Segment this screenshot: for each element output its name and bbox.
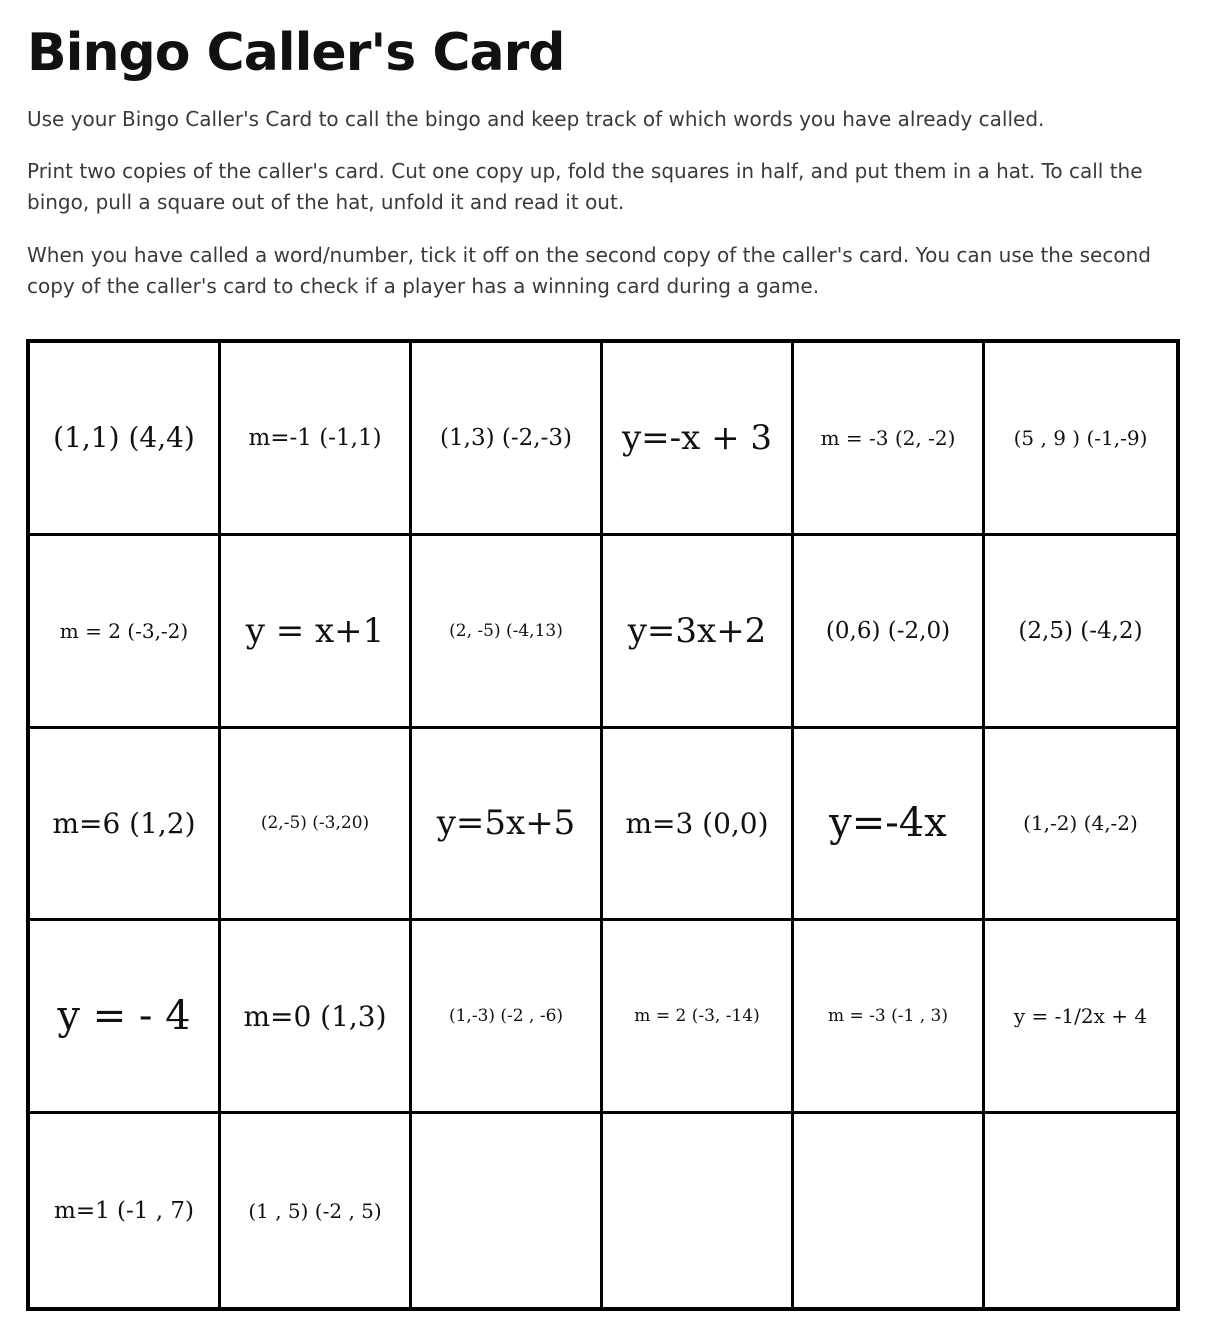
bingo-cell: m = 2 (-3, -14) [603, 921, 794, 1114]
bingo-cell: (1,3) (-2,-3) [412, 343, 603, 536]
bingo-cell: y=-x + 3 [603, 343, 794, 536]
bingo-cell: y = x+1 [221, 536, 412, 729]
bingo-cell-empty [412, 1114, 603, 1307]
bingo-cell: m=3 (0,0) [603, 729, 794, 922]
bingo-cell: m = 2 (-3,-2) [30, 536, 221, 729]
bingo-cell: y=5x+5 [412, 729, 603, 922]
bingo-cell: m=6 (1,2) [30, 729, 221, 922]
bingo-cell: y = - 4 [30, 921, 221, 1114]
bingo-cell-empty [794, 1114, 985, 1307]
bingo-cell: (1,1) (4,4) [30, 343, 221, 536]
callers-card-grid [26, 339, 1180, 1311]
bingo-cell: m = -3 (2, -2) [794, 343, 985, 536]
bingo-cell: m=0 (1,3) [221, 921, 412, 1114]
page-title: Bingo Caller's Card [27, 23, 565, 83]
bingo-cell-empty [985, 1114, 1176, 1307]
bingo-cell: (1,-3) (-2 , -6) [412, 921, 603, 1114]
bingo-cell: (2,-5) (-3,20) [221, 729, 412, 922]
bingo-cell: (2, -5) (-4,13) [412, 536, 603, 729]
bingo-cell: m = -3 (-1 , 3) [794, 921, 985, 1114]
instruction-paragraph-3: When you have called a word/number, tick it off on the second copy of the caller's card. You can use the second copy of the caller's card to check if a player has a winning card during a game. [27, 243, 1151, 298]
bingo-cell: (2,5) (-4,2) [985, 536, 1176, 729]
bingo-cell: y = -1/2x + 4 [985, 921, 1176, 1114]
bingo-cell: (0,6) (-2,0) [794, 536, 985, 729]
bingo-cell: m=-1 (-1,1) [221, 343, 412, 536]
bingo-cell: y=3x+2 [603, 536, 794, 729]
bingo-cell: (1,-2) (4,-2) [985, 729, 1176, 922]
instruction-paragraph-1: Use your Bingo Caller's Card to call the bingo and keep track of which words you have already called. [27, 107, 1045, 131]
instructions [27, 104, 1187, 324]
bingo-cell: (5 , 9 ) (-1,-9) [985, 343, 1176, 536]
bingo-cell-empty [603, 1114, 794, 1307]
bingo-cell: y=-4x [794, 729, 985, 922]
bingo-cell: m=1 (-1 , 7) [30, 1114, 221, 1307]
bingo-cell: (1 , 5) (-2 , 5) [221, 1114, 412, 1307]
instruction-paragraph-2: Print two copies of the caller's card. Cut one copy up, fold the squares in half, and put them in a hat. To call the bingo, pull a square out of the hat, unfold it and read it out. [27, 159, 1143, 214]
